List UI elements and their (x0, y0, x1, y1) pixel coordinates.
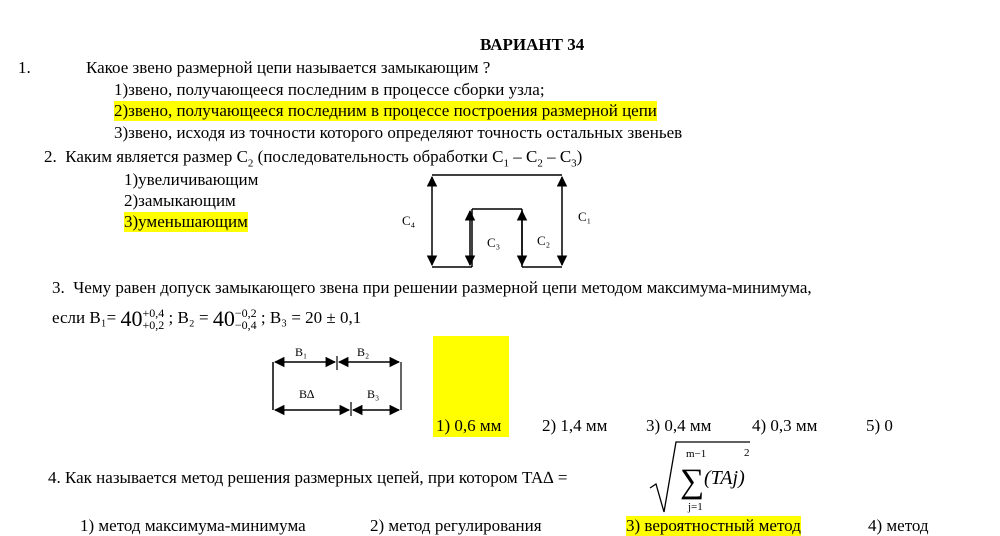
q3-answer-1[interactable]: 1) 0,6 мм (436, 416, 502, 435)
q3-answer-2[interactable]: 2) 1,4 мм (542, 416, 608, 435)
q2-question: 2. Каким является размер $С_2$ (последовательность обработки $С_1 - C_2 - C_3$) (44, 147, 583, 170)
sum-top: m−1 (686, 448, 707, 460)
q2-option-3[interactable]: 3)уменьшающим (124, 212, 248, 231)
sum-symbol: ∑ (680, 463, 705, 500)
q3-b2-label: ; B₂ = (168, 308, 209, 327)
q1-number: 1. (18, 58, 31, 77)
q2-seq-sub-3: 3 (571, 157, 577, 170)
q1-option-2[interactable]: 2)звено, получающееся последним в процессе построения размерной цепи (114, 101, 657, 120)
q2-question-prefix: Каким является размер С (65, 147, 248, 166)
q4-answer-2[interactable]: 2) метод регулирования (370, 516, 542, 535)
page-title: ВАРИАНТ 34 (480, 35, 585, 54)
q4-question: 4. Как называется метод решения размерных цепей, при котором TA∆ = (48, 468, 568, 487)
label-c3: C₃ (487, 235, 501, 250)
q3-b1-lower: +0,2 (142, 318, 165, 333)
q1-option-1[interactable]: 1)звено, получающееся последним в процессе сборки узла; (114, 80, 545, 99)
q3-b1-upper: +0,4 (142, 306, 165, 321)
q3-question-text: Чему равен допуск замыкающего звена при решении размерной цепи методом максимума-минимума, (73, 278, 812, 297)
q3-b2-upper: −0,2 (234, 306, 257, 321)
q4-answer-3[interactable]: 3) вероятностный метод (626, 516, 801, 535)
q3-b1-value: 40 (120, 306, 143, 332)
q2-seq-sub-2: 2 (537, 157, 543, 170)
q2-question-seq: (последовательность обработки С (257, 147, 504, 166)
q2-chain-diagram (390, 165, 610, 275)
label-b2: B₂ (357, 345, 370, 359)
q2-seq-sub-1: 1 (503, 157, 509, 170)
q3-b1-label: B₁= (89, 308, 117, 327)
label-bd: B∆ (299, 387, 315, 401)
label-b3: B₃ (367, 387, 380, 401)
q3-values (52, 304, 361, 333)
q1-question: Какое звено размерной цепи называется замыкающим ? (86, 58, 491, 77)
q3-number: 3. (52, 278, 65, 297)
q4-answer-1[interactable]: 1) метод максимума-минимума (80, 516, 306, 535)
q2-question-sub: 2 (247, 157, 254, 170)
q3-question (52, 278, 812, 298)
label-b1: B₁ (295, 345, 308, 359)
q3-answer-3[interactable]: 3) 0,4 мм (646, 416, 712, 435)
label-c4: C₄ (402, 213, 416, 228)
sum-term: (TAj) (704, 467, 745, 489)
label-c2: C₂ (537, 233, 551, 248)
q2-option-1[interactable]: 1)увеличивающим (124, 170, 259, 189)
q3-answer-4[interactable]: 4) 0,3 мм (752, 416, 818, 435)
q2-number: 2. (44, 147, 57, 166)
q3-answer-5[interactable]: 5) 0 (866, 416, 893, 435)
label-c1: C₁ (578, 209, 592, 224)
q3-b2-lower: −0,4 (234, 318, 257, 333)
q2-option-2[interactable]: 2)замыкающим (124, 191, 236, 210)
q4-formula (648, 438, 758, 516)
sum-power: 2 (744, 447, 750, 459)
q3-chain-diagram (265, 340, 410, 420)
q1-option-3[interactable]: 3)звено, исходя из точности которого определяют точность остальных звеньев (114, 123, 683, 142)
q4-answer-4[interactable]: 4) метод (868, 516, 929, 535)
q3-b2-value: 40 (212, 306, 235, 332)
sum-bottom: j=1 (688, 501, 703, 513)
q3-b3: ; B₃ = 20 ± 0,1 (260, 308, 362, 327)
q3-if-label: если (52, 308, 86, 327)
